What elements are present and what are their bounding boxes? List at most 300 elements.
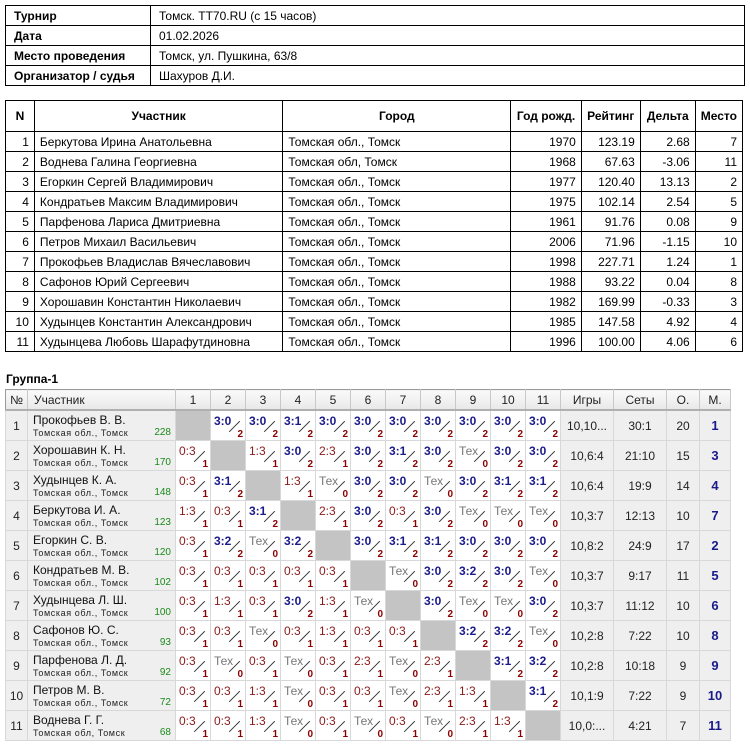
match-result-cell[interactable] xyxy=(421,591,456,621)
match-result-cell[interactable] xyxy=(176,471,211,501)
match-score: 3:0 xyxy=(249,414,267,428)
match-result-cell[interactable] xyxy=(421,410,456,441)
match-result-cell[interactable] xyxy=(246,591,281,621)
match-points: 0 xyxy=(307,699,313,710)
match-points: 2 xyxy=(377,549,383,560)
group-participant-city: Томская обл, Томск xyxy=(33,728,126,738)
group-participant-cell xyxy=(28,531,176,561)
match-result-cell[interactable] xyxy=(351,531,386,561)
match-score: 0:3 xyxy=(214,564,231,578)
player-delta: -0.33 xyxy=(640,292,695,312)
header-col-8: 8 xyxy=(421,390,456,411)
match-points: 2 xyxy=(307,459,313,470)
match-points: 1 xyxy=(202,639,208,650)
match-score: 3:1 xyxy=(214,474,232,488)
player-row xyxy=(6,132,743,152)
match-result-cell[interactable] xyxy=(176,561,211,591)
group-place: 10 xyxy=(700,681,731,711)
match-result-cell[interactable] xyxy=(211,591,246,621)
match-result-cell[interactable] xyxy=(281,471,316,501)
match-result-cell[interactable] xyxy=(386,621,421,651)
match-result-cell[interactable] xyxy=(456,561,491,591)
match-score: 3:0 xyxy=(389,414,407,428)
match-points: 1 xyxy=(237,609,243,620)
match-points: 2 xyxy=(482,489,488,500)
self-cell xyxy=(246,471,281,501)
match-score: 3:1 xyxy=(424,534,442,548)
match-result-cell[interactable] xyxy=(246,501,281,531)
group-row xyxy=(6,651,731,681)
match-points: 2 xyxy=(447,549,453,560)
match-result-cell[interactable] xyxy=(526,531,561,561)
match-result-cell[interactable] xyxy=(526,561,561,591)
player-number: 4 xyxy=(6,192,35,212)
match-result-cell[interactable] xyxy=(351,591,386,621)
match-points: 0 xyxy=(377,729,383,740)
group-place: 11 xyxy=(700,711,731,741)
match-score: 0:3 xyxy=(354,684,371,698)
match-result-cell[interactable] xyxy=(526,681,561,711)
match-result-cell[interactable] xyxy=(211,410,246,441)
match-result-cell[interactable] xyxy=(246,711,281,741)
match-result-cell[interactable] xyxy=(386,501,421,531)
group-participant-city: Томская обл., Томск xyxy=(33,608,129,618)
header-delta: Дельта xyxy=(640,101,695,132)
match-score: 3:0 xyxy=(529,414,547,428)
match-points: 2 xyxy=(552,489,558,500)
match-result-cell[interactable] xyxy=(491,531,526,561)
match-result-cell[interactable] xyxy=(211,501,246,531)
match-score: Тех xyxy=(354,714,374,728)
match-score: 3:0 xyxy=(424,564,442,578)
match-score: 1:3 xyxy=(319,594,336,608)
match-result-cell[interactable] xyxy=(316,561,351,591)
group-points: 10 xyxy=(667,591,700,621)
group-points: 10 xyxy=(667,501,700,531)
match-points: 0 xyxy=(552,579,558,590)
player-row xyxy=(6,292,743,312)
match-points: 2 xyxy=(447,609,453,620)
header-col-6: 6 xyxy=(351,390,386,411)
match-result-cell[interactable] xyxy=(421,531,456,561)
match-result-cell[interactable] xyxy=(281,621,316,651)
match-result-cell[interactable] xyxy=(316,711,351,741)
match-result-cell[interactable] xyxy=(176,441,211,471)
group-row-number: 8 xyxy=(6,621,28,651)
match-result-cell[interactable] xyxy=(211,681,246,711)
match-result-cell[interactable] xyxy=(386,561,421,591)
group-participant-rating: 228 xyxy=(154,427,171,438)
match-result-cell[interactable] xyxy=(491,441,526,471)
player-number: 10 xyxy=(6,312,35,332)
match-result-cell[interactable] xyxy=(421,681,456,711)
match-score: Тех xyxy=(389,564,409,578)
match-result-cell[interactable] xyxy=(316,591,351,621)
match-points: 0 xyxy=(552,519,558,530)
group-points: 9 xyxy=(667,651,700,681)
match-result-cell[interactable] xyxy=(456,711,491,741)
match-points: 1 xyxy=(202,549,208,560)
player-birth-year: 2006 xyxy=(511,232,582,252)
match-result-cell[interactable] xyxy=(176,651,211,681)
group-participant-cell xyxy=(28,501,176,531)
match-result-cell[interactable] xyxy=(211,651,246,681)
match-result-cell[interactable] xyxy=(246,410,281,441)
match-result-cell[interactable] xyxy=(351,410,386,441)
match-points: 2 xyxy=(517,549,523,560)
match-points: 1 xyxy=(202,729,208,740)
group-participant-city: Томская обл., Томск xyxy=(33,548,129,558)
match-points: 2 xyxy=(447,459,453,470)
match-points: 1 xyxy=(342,609,348,620)
match-result-cell[interactable] xyxy=(456,681,491,711)
match-score: 1:3 xyxy=(494,714,511,728)
match-result-cell[interactable] xyxy=(176,681,211,711)
match-result-cell[interactable] xyxy=(351,681,386,711)
player-row xyxy=(6,272,743,292)
match-score: 0:3 xyxy=(284,564,301,578)
match-points: 2 xyxy=(517,489,523,500)
match-score: 2:3 xyxy=(354,654,371,668)
match-score: 3:0 xyxy=(424,414,442,428)
group-participant-rating: 148 xyxy=(154,487,171,498)
group-participant-cell xyxy=(28,441,176,471)
match-result-cell[interactable] xyxy=(456,441,491,471)
match-score: 3:0 xyxy=(529,444,547,458)
match-score: 2:3 xyxy=(319,504,336,518)
group-row xyxy=(6,501,731,531)
match-result-cell[interactable] xyxy=(421,441,456,471)
match-points: 2 xyxy=(237,549,243,560)
group-row-number: 1 xyxy=(6,410,28,441)
match-result-cell[interactable] xyxy=(246,681,281,711)
group-points: 17 xyxy=(667,531,700,561)
group-participant-rating: 170 xyxy=(154,457,171,468)
match-points: 1 xyxy=(272,669,278,680)
match-result-cell[interactable] xyxy=(246,621,281,651)
match-result-cell[interactable] xyxy=(211,561,246,591)
match-result-cell[interactable] xyxy=(526,441,561,471)
group-sets: 24:9 xyxy=(614,531,667,561)
match-result-cell[interactable] xyxy=(176,591,211,621)
match-score: Тех xyxy=(459,444,479,458)
match-points: 2 xyxy=(412,429,418,440)
group-participant-name: Хорошавин К. Н. xyxy=(33,443,126,457)
match-points: 2 xyxy=(482,579,488,590)
player-row xyxy=(6,152,743,172)
player-place: 3 xyxy=(695,292,742,312)
match-result-cell[interactable] xyxy=(246,561,281,591)
match-score: Тех xyxy=(459,594,479,608)
group-sets: 30:1 xyxy=(614,410,667,441)
match-points: 1 xyxy=(237,699,243,710)
player-number: 6 xyxy=(6,232,35,252)
match-score: 0:3 xyxy=(179,444,196,458)
match-result-cell[interactable] xyxy=(421,711,456,741)
match-result-cell[interactable] xyxy=(526,410,561,441)
match-result-cell[interactable] xyxy=(176,711,211,741)
match-result-cell[interactable] xyxy=(386,711,421,741)
group-sets: 4:21 xyxy=(614,711,667,741)
player-place: 2 xyxy=(695,172,742,192)
match-score: 3:0 xyxy=(494,534,512,548)
self-cell xyxy=(491,681,526,711)
group-sets: 21:10 xyxy=(614,441,667,471)
header-place: М. xyxy=(700,390,731,411)
match-score: 1:3 xyxy=(284,474,301,488)
match-points: 1 xyxy=(342,639,348,650)
match-score: 3:0 xyxy=(284,594,302,608)
header-col-10: 10 xyxy=(491,390,526,411)
match-points: 1 xyxy=(202,669,208,680)
match-points: 1 xyxy=(272,459,278,470)
match-result-cell[interactable] xyxy=(316,681,351,711)
match-score: 3:0 xyxy=(354,534,372,548)
match-result-cell[interactable] xyxy=(211,621,246,651)
match-result-cell[interactable] xyxy=(491,561,526,591)
match-score: 3:2 xyxy=(284,534,302,548)
player-rating: 93.22 xyxy=(581,272,640,292)
match-points: 1 xyxy=(307,639,313,650)
group-participant-rating: 72 xyxy=(159,697,171,708)
player-city: Томская обл, Томск xyxy=(283,152,511,172)
player-rating: 169.99 xyxy=(581,292,640,312)
match-result-cell[interactable] xyxy=(281,531,316,561)
match-result-cell[interactable] xyxy=(421,471,456,501)
match-points: 1 xyxy=(202,579,208,590)
match-result-cell[interactable] xyxy=(386,410,421,441)
match-result-cell[interactable] xyxy=(491,501,526,531)
match-points: 2 xyxy=(552,609,558,620)
group-place: 1 xyxy=(700,410,731,441)
group-sets: 11:12 xyxy=(614,591,667,621)
group-points: 7 xyxy=(667,711,700,741)
match-points: 1 xyxy=(377,639,383,650)
info-row xyxy=(6,66,745,86)
match-result-cell[interactable] xyxy=(281,651,316,681)
match-score: 0:3 xyxy=(319,684,336,698)
match-result-cell[interactable] xyxy=(421,501,456,531)
player-city: Томская обл., Томск xyxy=(283,332,511,352)
group-sets: 9:17 xyxy=(614,561,667,591)
player-city: Томская обл., Томск xyxy=(283,212,511,232)
player-place: 10 xyxy=(695,232,742,252)
match-points: 2 xyxy=(377,429,383,440)
group-participant-rating: 120 xyxy=(154,547,171,558)
match-score: 0:3 xyxy=(389,504,406,518)
match-points: 2 xyxy=(237,429,243,440)
match-score: 3:1 xyxy=(249,504,267,518)
match-result-cell[interactable] xyxy=(351,651,386,681)
group-participant-city: Томская обл., Томск xyxy=(33,668,129,678)
player-rating: 100.00 xyxy=(581,332,640,352)
match-result-cell[interactable] xyxy=(176,501,211,531)
match-score: 0:3 xyxy=(214,624,231,638)
match-result-cell[interactable] xyxy=(351,621,386,651)
match-result-cell[interactable] xyxy=(526,621,561,651)
match-points: 0 xyxy=(517,519,523,530)
match-result-cell[interactable] xyxy=(421,651,456,681)
player-name: Беркутова Ирина Анатольевна xyxy=(34,132,282,152)
match-score: 1:3 xyxy=(179,504,196,518)
player-place: 5 xyxy=(695,192,742,212)
match-result-cell[interactable] xyxy=(386,681,421,711)
match-result-cell[interactable] xyxy=(351,501,386,531)
player-city: Томская обл., Томск xyxy=(283,192,511,212)
match-points: 2 xyxy=(517,669,523,680)
match-score: 0:3 xyxy=(179,714,196,728)
match-result-cell[interactable] xyxy=(281,681,316,711)
match-score: 3:1 xyxy=(389,534,407,548)
match-score: 0:3 xyxy=(179,564,196,578)
match-result-cell[interactable] xyxy=(246,651,281,681)
group-points: 9 xyxy=(667,681,700,711)
match-points: 2 xyxy=(552,669,558,680)
player-name: Парфенова Лариса Дмитриевна xyxy=(34,212,282,232)
match-score: 0:3 xyxy=(284,624,301,638)
match-score: Тех xyxy=(529,504,549,518)
player-name: Худынцева Любовь Шарафутдиновна xyxy=(34,332,282,352)
match-points: 1 xyxy=(272,699,278,710)
match-score: 0:3 xyxy=(319,654,336,668)
match-result-cell[interactable] xyxy=(386,471,421,501)
match-result-cell[interactable] xyxy=(456,410,491,441)
info-row xyxy=(6,26,745,46)
match-result-cell[interactable] xyxy=(246,531,281,561)
group-sets: 7:22 xyxy=(614,681,667,711)
player-birth-year: 1968 xyxy=(511,152,582,172)
group-row xyxy=(6,681,731,711)
match-points: 1 xyxy=(447,669,453,680)
group-row xyxy=(6,591,731,621)
match-result-cell[interactable] xyxy=(176,621,211,651)
match-points: 1 xyxy=(237,519,243,530)
info-label: Турнир xyxy=(6,6,151,26)
match-result-cell[interactable] xyxy=(491,651,526,681)
match-score: Тех xyxy=(459,504,479,518)
match-result-cell[interactable] xyxy=(316,501,351,531)
match-result-cell[interactable] xyxy=(386,441,421,471)
match-score: 3:0 xyxy=(319,414,337,428)
match-score: 3:0 xyxy=(494,414,512,428)
match-result-cell[interactable] xyxy=(386,651,421,681)
match-result-cell[interactable] xyxy=(491,591,526,621)
match-result-cell[interactable] xyxy=(176,531,211,561)
match-result-cell[interactable] xyxy=(316,471,351,501)
match-result-cell[interactable] xyxy=(316,621,351,651)
self-cell xyxy=(351,561,386,591)
match-result-cell[interactable] xyxy=(421,561,456,591)
header-col-7: 7 xyxy=(386,390,421,411)
match-result-cell[interactable] xyxy=(246,441,281,471)
header-col-11: 11 xyxy=(526,390,561,411)
match-result-cell[interactable] xyxy=(456,471,491,501)
match-points: 1 xyxy=(307,579,313,590)
match-points: 1 xyxy=(342,459,348,470)
match-result-cell[interactable] xyxy=(526,501,561,531)
match-result-cell[interactable] xyxy=(351,441,386,471)
player-delta: 4.06 xyxy=(640,332,695,352)
match-score: 3:0 xyxy=(529,534,547,548)
match-score: 3:0 xyxy=(214,414,232,428)
info-label: Организатор / судья xyxy=(6,66,151,86)
match-points: 1 xyxy=(202,459,208,470)
match-result-cell[interactable] xyxy=(211,531,246,561)
group-place: 3 xyxy=(700,441,731,471)
group-row-number: 7 xyxy=(6,591,28,621)
match-result-cell[interactable] xyxy=(526,651,561,681)
info-row xyxy=(6,6,745,26)
group-participant-city: Томская обл., Томск xyxy=(33,518,129,528)
group-games: 10,3:7 xyxy=(561,561,614,591)
player-name: Кондратьев Максим Владимирович xyxy=(34,192,282,212)
match-result-cell[interactable] xyxy=(281,711,316,741)
match-result-cell[interactable] xyxy=(386,531,421,561)
match-points: 2 xyxy=(552,549,558,560)
match-result-cell[interactable] xyxy=(351,711,386,741)
player-city: Томская обл., Томск xyxy=(283,132,511,152)
match-points: 2 xyxy=(272,429,278,440)
match-result-cell[interactable] xyxy=(491,621,526,651)
header-place: Место xyxy=(695,101,742,132)
players-header-row xyxy=(6,101,743,132)
self-cell xyxy=(456,651,491,681)
match-result-cell[interactable] xyxy=(316,651,351,681)
player-name: Хорошавин Константин Николаевич xyxy=(34,292,282,312)
player-number: 7 xyxy=(6,252,35,272)
group-games: 10,8:2 xyxy=(561,531,614,561)
match-score: 3:1 xyxy=(284,414,302,428)
player-city: Томская обл., Томск xyxy=(283,252,511,272)
match-points: 0 xyxy=(307,669,313,680)
match-score: 3:0 xyxy=(424,504,442,518)
match-result-cell[interactable] xyxy=(281,410,316,441)
match-points: 1 xyxy=(272,579,278,590)
match-result-cell[interactable] xyxy=(281,561,316,591)
match-result-cell[interactable] xyxy=(211,471,246,501)
match-points: 1 xyxy=(482,729,488,740)
match-score: 0:3 xyxy=(179,684,196,698)
match-result-cell[interactable] xyxy=(526,591,561,621)
match-result-cell[interactable] xyxy=(211,711,246,741)
match-score: 0:3 xyxy=(249,654,266,668)
match-points: 0 xyxy=(272,549,278,560)
match-result-cell[interactable] xyxy=(456,501,491,531)
group-place: 4 xyxy=(700,471,731,501)
player-birth-year: 1985 xyxy=(511,312,582,332)
header-rating: Рейтинг xyxy=(581,101,640,132)
match-result-cell[interactable] xyxy=(491,471,526,501)
group-participant-cell xyxy=(28,621,176,651)
match-result-cell[interactable] xyxy=(491,410,526,441)
match-result-cell[interactable] xyxy=(351,471,386,501)
match-result-cell[interactable] xyxy=(316,410,351,441)
match-result-cell[interactable] xyxy=(491,711,526,741)
match-points: 1 xyxy=(412,729,418,740)
header-participant: Участник xyxy=(28,390,176,411)
match-result-cell[interactable] xyxy=(281,591,316,621)
match-points: 2 xyxy=(517,459,523,470)
match-points: 2 xyxy=(447,429,453,440)
group-participant-city: Томская обл., Томск xyxy=(33,428,129,438)
match-result-cell[interactable] xyxy=(456,621,491,651)
match-result-cell[interactable] xyxy=(456,531,491,561)
match-result-cell[interactable] xyxy=(456,591,491,621)
match-result-cell[interactable] xyxy=(281,441,316,471)
match-result-cell[interactable] xyxy=(526,471,561,501)
match-result-cell[interactable] xyxy=(316,441,351,471)
player-name: Сафонов Юрий Сергеевич xyxy=(34,272,282,292)
